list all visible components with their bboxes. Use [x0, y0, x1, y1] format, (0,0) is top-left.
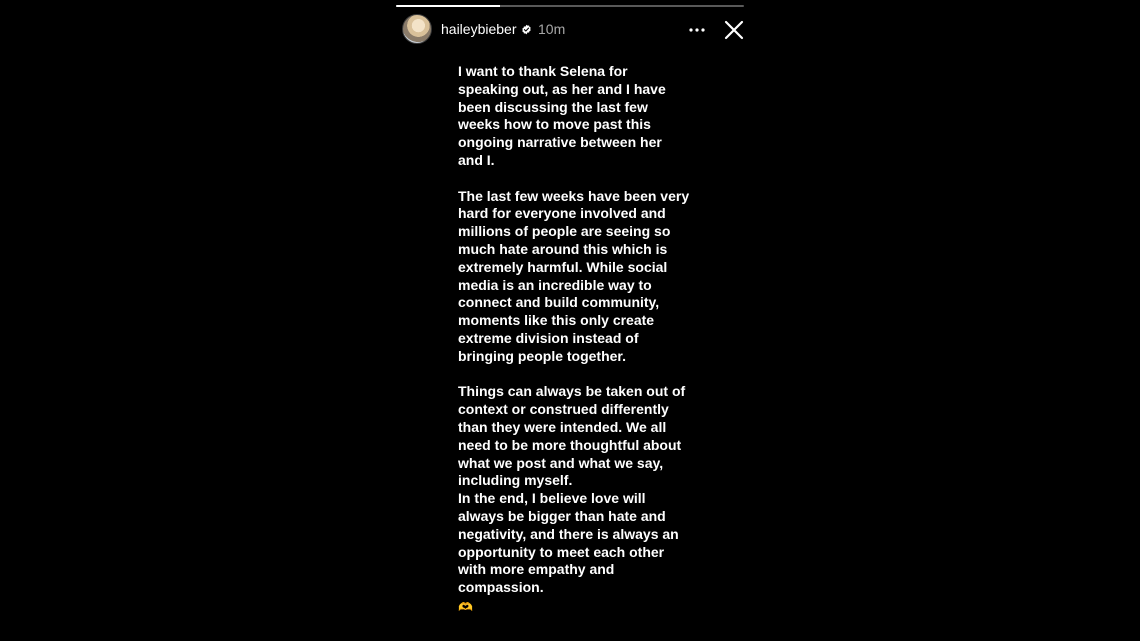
- close-icon[interactable]: [723, 19, 745, 41]
- more-horizontal-icon[interactable]: [685, 19, 709, 41]
- story-statement-text: I want to thank Selena for speaking out, as her and I have been discussing the last few weeks how to move past this ongoing narrative between her and I. The last few weeks have been very hard for everyone involved and millions of people are seeing so much hate around this which is extremely harmful. While social media is an incredible way to connect and build community, moments like this only create extreme division instead of bringing people together. Things can always be taken out of context or construed differently than they were intended. We all need to be more thoughtful about what we post and what we say, including myself. In the end, I believe love will always be bigger than hate and negativity, and there is always an opportunity to meet each other with more empathy and compassion.: [458, 63, 690, 596]
- username[interactable]: haileybieber: [441, 21, 517, 37]
- verified-badge-icon: [521, 24, 532, 35]
- story-progress-bar: [396, 5, 744, 7]
- story-frame[interactable]: [396, 0, 744, 641]
- heart-hands-emoji: 🫶: [458, 600, 473, 614]
- story-header: [400, 14, 744, 46]
- story-progress-fill: [396, 5, 500, 7]
- avatar[interactable]: [402, 14, 432, 44]
- story-timestamp: 10m: [538, 21, 566, 37]
